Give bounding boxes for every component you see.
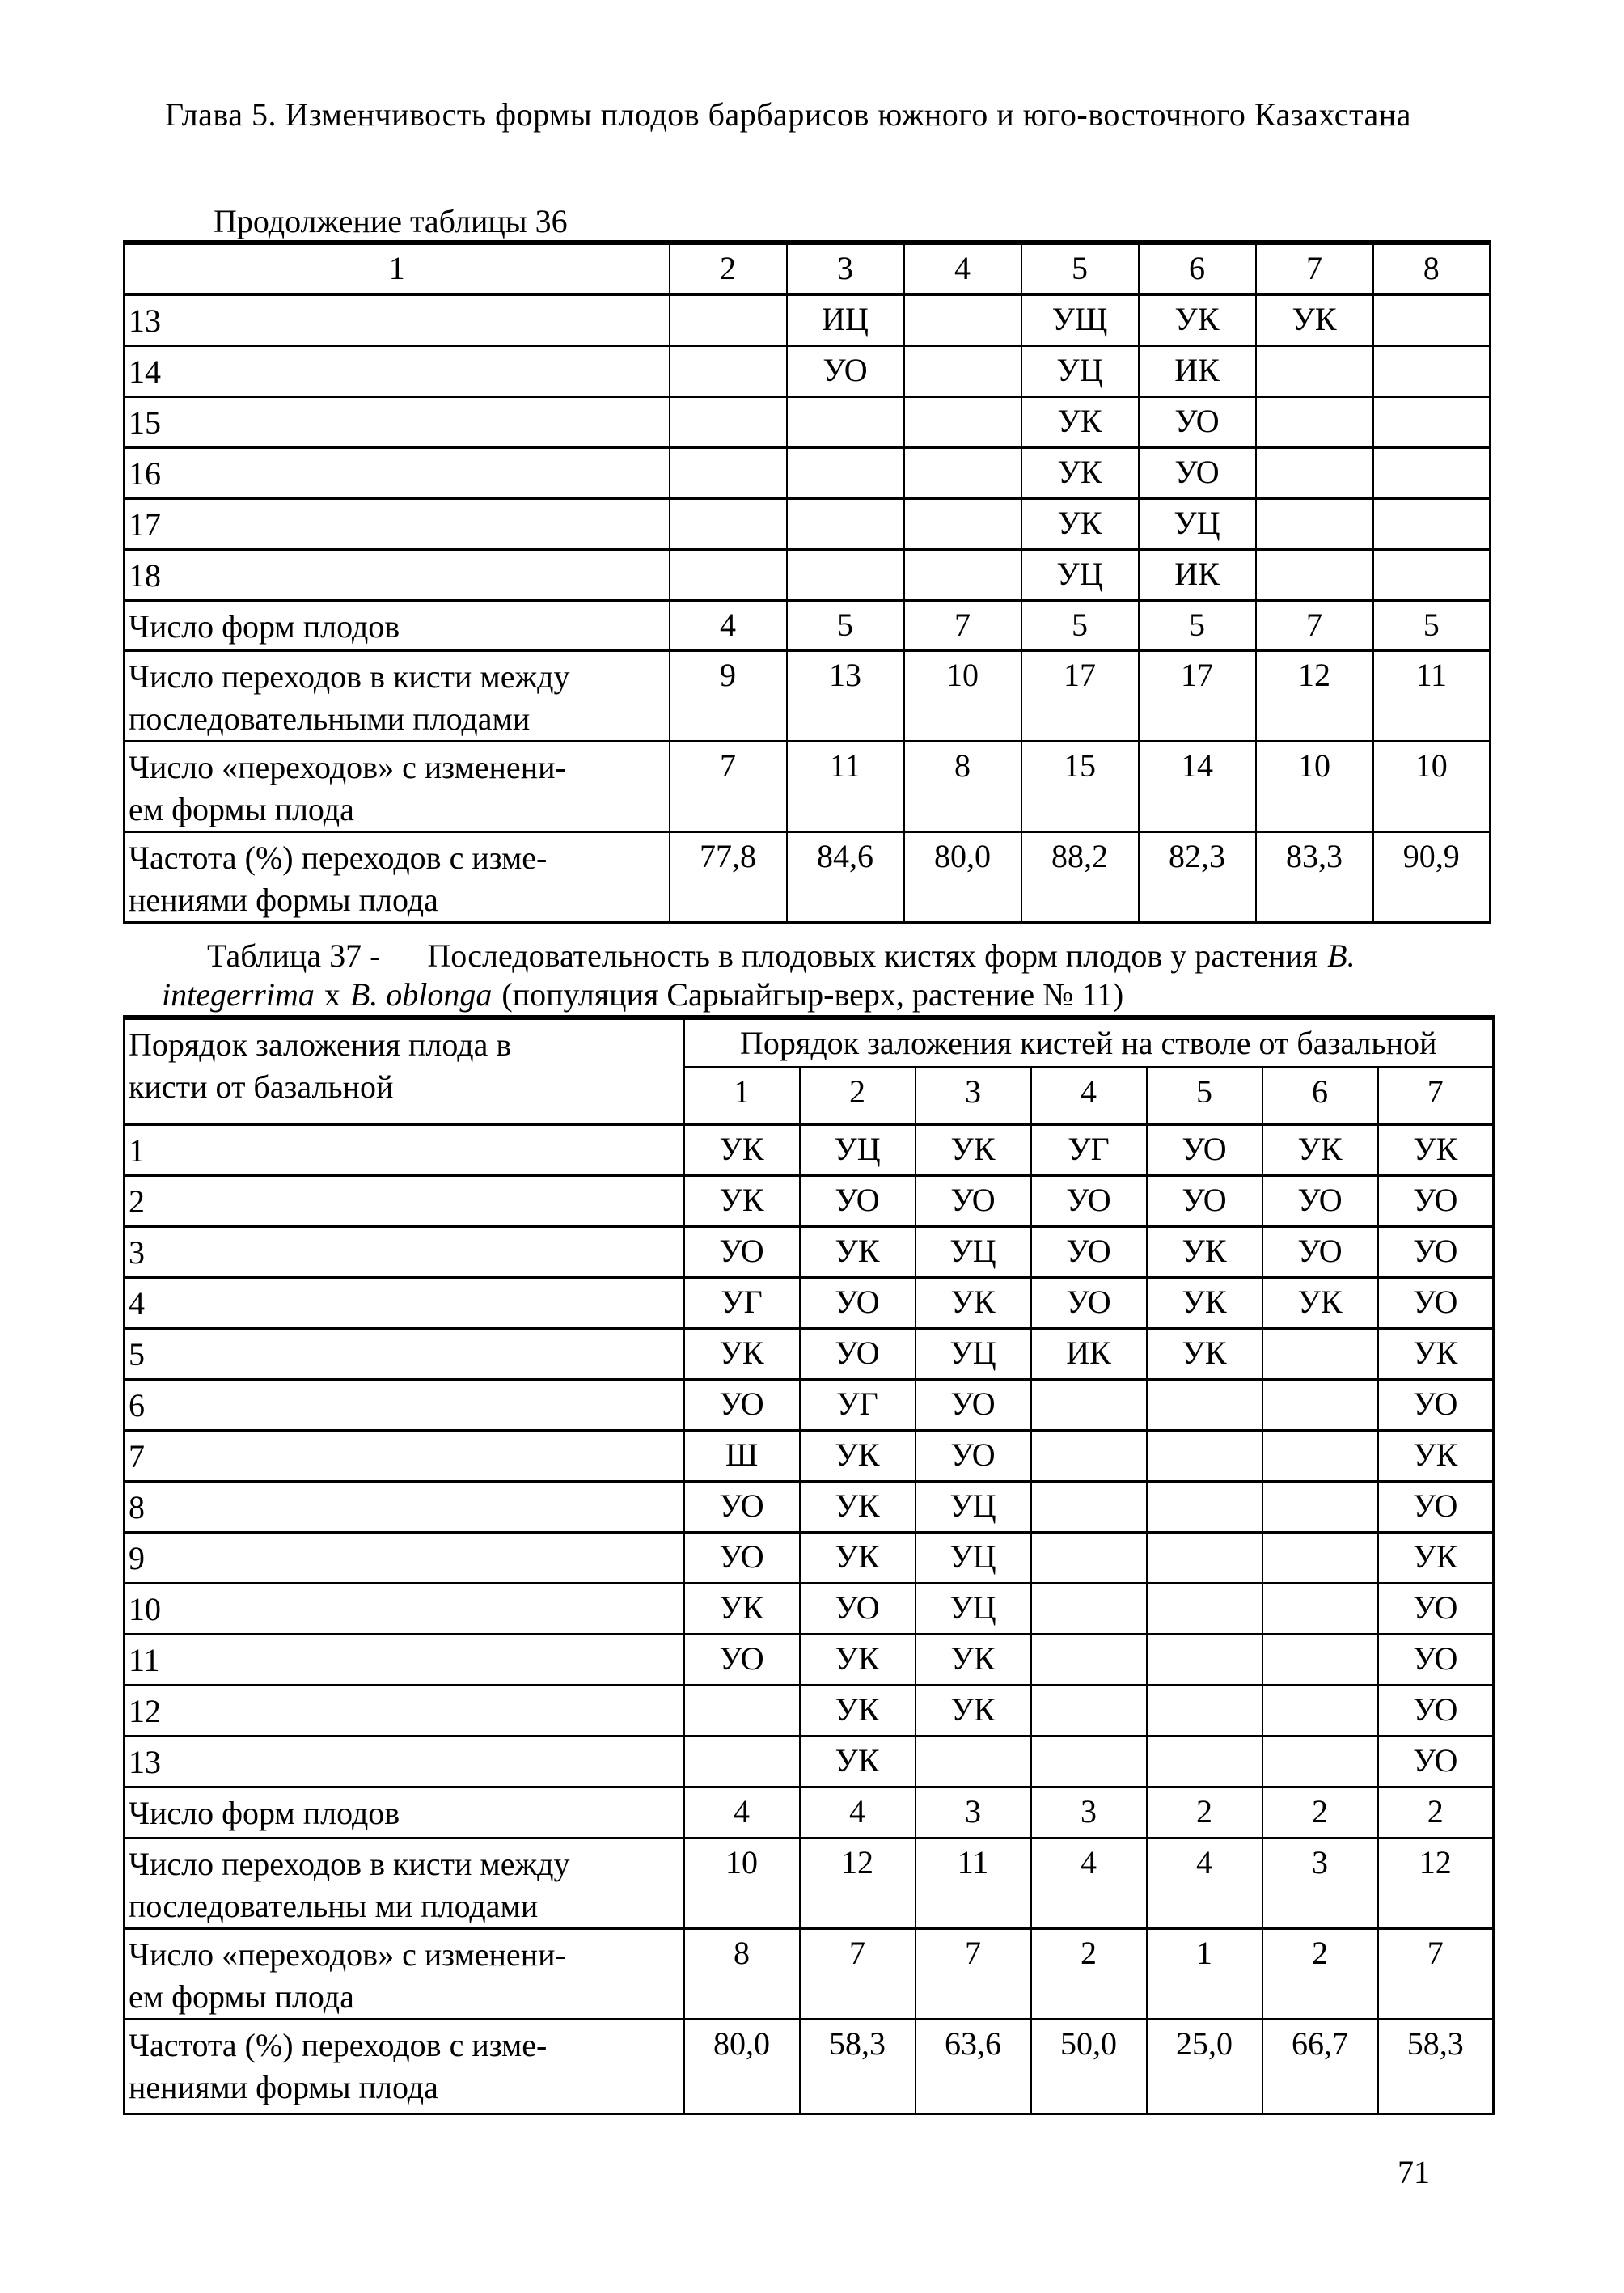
cell [1256, 345, 1373, 396]
cell: УК [916, 1634, 1031, 1685]
cell: 7 [670, 741, 787, 831]
table-row [125, 1481, 1494, 1532]
cell [1147, 1379, 1262, 1430]
summary-row [125, 650, 1491, 741]
cell: ИК [1031, 1328, 1147, 1379]
row-label: 11 [125, 1634, 684, 1685]
cell: УЦ [916, 1226, 1031, 1277]
column-header: 3 [916, 1067, 1031, 1124]
cell: УК [1021, 396, 1139, 447]
cell [1373, 498, 1491, 549]
cell: 2 [1262, 1787, 1378, 1838]
cell: УЦ [916, 1583, 1031, 1634]
cell [916, 1736, 1031, 1787]
row-label: 15 [125, 396, 670, 447]
cell: 2 [1262, 1928, 1378, 2019]
cell: ИЦ [787, 294, 904, 345]
cell: УЦ [800, 1124, 916, 1175]
table-row [125, 498, 1491, 549]
cell [1262, 1736, 1378, 1787]
cell: 4 [1147, 1838, 1262, 1928]
table-row [125, 447, 1491, 498]
cell: 17 [1021, 650, 1139, 741]
cell [1031, 1379, 1147, 1430]
cell: УК [800, 1634, 916, 1685]
cell: УО [916, 1379, 1031, 1430]
cell: 8 [684, 1928, 800, 2019]
cell: 1 [1147, 1928, 1262, 2019]
summary-row [125, 741, 1491, 831]
cell: УК [800, 1430, 916, 1481]
cell: УЩ [1021, 294, 1139, 345]
cell: 88,2 [1021, 831, 1139, 922]
cell: 84,6 [787, 831, 904, 922]
cell: УЦ [1139, 498, 1256, 549]
cell: УО [1139, 447, 1256, 498]
cell: УК [1256, 294, 1373, 345]
cell: 3 [1031, 1787, 1147, 1838]
row-label: 13 [125, 294, 670, 345]
row-label: 10 [125, 1583, 684, 1634]
summary-label: Частота (%) переходов с изме- нениями формы плода [125, 2019, 684, 2113]
cell: 17 [1139, 650, 1256, 741]
cell: УК [800, 1226, 916, 1277]
cell: УО [1031, 1277, 1147, 1328]
summary-row [125, 1928, 1494, 2019]
cell: УО [1378, 1226, 1494, 1277]
cell: УО [800, 1328, 916, 1379]
cell [1256, 549, 1373, 600]
cell [670, 498, 787, 549]
column-header: 3 [787, 243, 904, 294]
cell: УО [1378, 1277, 1494, 1328]
summary-label: Число «переходов» с изменени- ем формы плода [125, 741, 670, 831]
summary-row [125, 1787, 1494, 1838]
cell: УО [916, 1175, 1031, 1226]
cell: УО [800, 1583, 916, 1634]
cell: 58,3 [1378, 2019, 1494, 2113]
summary-row [125, 2019, 1494, 2113]
cell: 7 [1256, 600, 1373, 650]
table-row [125, 345, 1491, 396]
cell: УО [787, 345, 904, 396]
cell: 63,6 [916, 2019, 1031, 2113]
cell [670, 447, 787, 498]
cell [670, 345, 787, 396]
table-row [125, 1328, 1494, 1379]
cell [1147, 1634, 1262, 1685]
cell: УО [1378, 1685, 1494, 1736]
cell: УК [684, 1583, 800, 1634]
cell: УК [684, 1328, 800, 1379]
table-37 [123, 1015, 1495, 2115]
cell: 11 [1373, 650, 1491, 741]
cell: 7 [904, 600, 1021, 650]
column-header: 1 [684, 1067, 800, 1124]
cell: 11 [787, 741, 904, 831]
cell: УЦ [1021, 549, 1139, 600]
cell: 77,8 [670, 831, 787, 922]
cell [1031, 1685, 1147, 1736]
cell [684, 1736, 800, 1787]
cell: УО [916, 1430, 1031, 1481]
cell: УГ [800, 1379, 916, 1430]
cell: УО [1139, 396, 1256, 447]
column-header: 6 [1139, 243, 1256, 294]
cell: УЦ [1021, 345, 1139, 396]
cell: 2 [1147, 1787, 1262, 1838]
cell [1031, 1430, 1147, 1481]
cell: УК [1262, 1124, 1378, 1175]
cell [1373, 549, 1491, 600]
summary-label: Число «переходов» с изменени- ем формы плода [125, 1928, 684, 2019]
column-header: 2 [670, 243, 787, 294]
cell: УК [1378, 1124, 1494, 1175]
cell: УК [800, 1481, 916, 1532]
cell: УК [1021, 498, 1139, 549]
cell [670, 396, 787, 447]
cell: 58,3 [800, 2019, 916, 2113]
cell [670, 549, 787, 600]
cell: 7 [800, 1928, 916, 2019]
cell: УК [1378, 1532, 1494, 1583]
cell [1256, 396, 1373, 447]
row-label: 2 [125, 1175, 684, 1226]
cell: УК [1147, 1277, 1262, 1328]
column-header: 4 [1031, 1067, 1147, 1124]
cell [787, 447, 904, 498]
table-row [125, 1736, 1494, 1787]
cell [684, 1685, 800, 1736]
row-label: 8 [125, 1481, 684, 1532]
cell: 2 [1378, 1787, 1494, 1838]
cell: УО [684, 1379, 800, 1430]
cell [1262, 1583, 1378, 1634]
cell [1262, 1685, 1378, 1736]
cell: 14 [1139, 741, 1256, 831]
stub-header: Порядок заложения плода в кисти от базальной [125, 1017, 684, 1124]
cell [904, 447, 1021, 498]
cell [904, 396, 1021, 447]
row-label: 7 [125, 1430, 684, 1481]
column-header: 7 [1256, 243, 1373, 294]
cell: УО [1378, 1175, 1494, 1226]
cell: 10 [684, 1838, 800, 1928]
cell [787, 396, 904, 447]
cell [1031, 1481, 1147, 1532]
cell [1256, 447, 1373, 498]
cell: 80,0 [904, 831, 1021, 922]
cell: 4 [670, 600, 787, 650]
cell [1147, 1430, 1262, 1481]
row-label: 13 [125, 1736, 684, 1787]
cell: 66,7 [1262, 2019, 1378, 2113]
cell: УК [916, 1685, 1031, 1736]
cell: ИК [1139, 345, 1256, 396]
cell: УО [1378, 1583, 1494, 1634]
cell [1262, 1532, 1378, 1583]
cell: УК [1262, 1277, 1378, 1328]
column-header: 1 [125, 243, 670, 294]
cell: 5 [1139, 600, 1256, 650]
row-label: 6 [125, 1379, 684, 1430]
cell [1262, 1430, 1378, 1481]
cell: УЦ [916, 1481, 1031, 1532]
cell [1262, 1328, 1378, 1379]
cell: УО [1378, 1379, 1494, 1430]
table36-caption: Продолжение таблицы 36 [214, 203, 568, 239]
group-header: Порядок заложения кистей на стволе от базальной [684, 1017, 1494, 1067]
cell [1256, 498, 1373, 549]
cell: УК [1378, 1328, 1494, 1379]
cell: УК [684, 1124, 800, 1175]
column-header: 4 [904, 243, 1021, 294]
summary-row [125, 600, 1491, 650]
column-header: 2 [800, 1067, 916, 1124]
row-label: 3 [125, 1226, 684, 1277]
cell: УК [800, 1736, 916, 1787]
cell: УО [1378, 1634, 1494, 1685]
cell: УК [1021, 447, 1139, 498]
cell: Ш [684, 1430, 800, 1481]
cell: УЦ [916, 1532, 1031, 1583]
chapter-header: Глава 5. Изменчивость формы плодов барбарисов южного и юго-восточного Казахстана [165, 96, 1411, 133]
cell [1262, 1481, 1378, 1532]
cell [787, 498, 904, 549]
table-row [125, 1379, 1494, 1430]
cell: УК [1147, 1226, 1262, 1277]
cell: 90,9 [1373, 831, 1491, 922]
cell: УО [1262, 1175, 1378, 1226]
cell: 50,0 [1031, 2019, 1147, 2113]
cell: 9 [670, 650, 787, 741]
cell: 25,0 [1147, 2019, 1262, 2113]
cell: 5 [1021, 600, 1139, 650]
summary-label: Число переходов в кисти между последовательными плодами [125, 650, 670, 741]
cell: 12 [1256, 650, 1373, 741]
cell: 13 [787, 650, 904, 741]
cell: УЦ [916, 1328, 1031, 1379]
table-row [125, 1277, 1494, 1328]
row-label: 12 [125, 1685, 684, 1736]
column-header: 5 [1147, 1067, 1262, 1124]
table-row [125, 1685, 1494, 1736]
cell: УК [1378, 1430, 1494, 1481]
column-header: 8 [1373, 243, 1491, 294]
cell: УК [916, 1124, 1031, 1175]
cell: УК [800, 1685, 916, 1736]
cell: УО [1031, 1175, 1147, 1226]
table-row [125, 396, 1491, 447]
table-row [125, 1226, 1494, 1277]
table-row [125, 1430, 1494, 1481]
cell: 80,0 [684, 2019, 800, 2113]
cell [1262, 1634, 1378, 1685]
summary-row [125, 831, 1491, 922]
page-number: 71 [1398, 2154, 1430, 2190]
column-header: 7 [1378, 1067, 1494, 1124]
summary-row [125, 1838, 1494, 1928]
cell: УО [800, 1277, 916, 1328]
cell: УО [684, 1481, 800, 1532]
cell: 4 [684, 1787, 800, 1838]
cell [787, 549, 904, 600]
cell [670, 294, 787, 345]
cell [1373, 396, 1491, 447]
cell: 82,3 [1139, 831, 1256, 922]
cell [904, 294, 1021, 345]
cell: УО [1378, 1481, 1494, 1532]
cell [904, 345, 1021, 396]
cell: 10 [904, 650, 1021, 741]
table-row [125, 1583, 1494, 1634]
cell: 4 [1031, 1838, 1147, 1928]
cell [1031, 1583, 1147, 1634]
cell: 5 [787, 600, 904, 650]
table36-header-row [125, 243, 1491, 294]
cell: 5 [1373, 600, 1491, 650]
cell [904, 549, 1021, 600]
cell [1031, 1736, 1147, 1787]
table37-caption-line2: integerrima х В. oblonga (популяция Сарыайгыр-верх, растение № 11) [162, 976, 1124, 1013]
row-label: 1 [125, 1124, 684, 1175]
table37-caption-line1: Таблица 37 - Последовательность в плодовых кистях форм плодов у растения В. [207, 937, 1355, 974]
cell: 11 [916, 1838, 1031, 1928]
cell: 83,3 [1256, 831, 1373, 922]
cell: 12 [1378, 1838, 1494, 1928]
cell: 7 [916, 1928, 1031, 2019]
cell [1373, 294, 1491, 345]
table-row [125, 1532, 1494, 1583]
summary-label: Частота (%) переходов с изме- нениями формы плода [125, 831, 670, 922]
cell: УО [684, 1226, 800, 1277]
cell: 10 [1373, 741, 1491, 831]
cell: 7 [1378, 1928, 1494, 2019]
cell: УК [1139, 294, 1256, 345]
cell: УО [684, 1634, 800, 1685]
cell: УК [684, 1175, 800, 1226]
cell: 8 [904, 741, 1021, 831]
summary-label: Число переходов в кисти между последовательны ми плодами [125, 1838, 684, 1928]
cell: 3 [916, 1787, 1031, 1838]
column-header: 6 [1262, 1067, 1378, 1124]
table-row [125, 1124, 1494, 1175]
row-label: 16 [125, 447, 670, 498]
row-label: 9 [125, 1532, 684, 1583]
cell: УО [1147, 1175, 1262, 1226]
cell [1147, 1481, 1262, 1532]
table-row [125, 549, 1491, 600]
table-row [125, 1634, 1494, 1685]
cell [1147, 1685, 1262, 1736]
cell: 12 [800, 1838, 916, 1928]
cell [1373, 345, 1491, 396]
summary-label: Число форм плодов [125, 600, 670, 650]
cell [1147, 1736, 1262, 1787]
cell: УК [1147, 1328, 1262, 1379]
cell: 3 [1262, 1838, 1378, 1928]
summary-label: Число форм плодов [125, 1787, 684, 1838]
cell [1031, 1634, 1147, 1685]
row-label: 4 [125, 1277, 684, 1328]
cell [1147, 1583, 1262, 1634]
cell [1262, 1379, 1378, 1430]
cell [1373, 447, 1491, 498]
row-label: 5 [125, 1328, 684, 1379]
cell: УК [916, 1277, 1031, 1328]
cell: УО [1031, 1226, 1147, 1277]
column-header: 5 [1021, 243, 1139, 294]
cell: 2 [1031, 1928, 1147, 2019]
table37-header-row-1 [125, 1017, 1494, 1067]
table-row [125, 294, 1491, 345]
cell: УК [800, 1532, 916, 1583]
cell: 15 [1021, 741, 1139, 831]
cell [1147, 1532, 1262, 1583]
cell: УО [1262, 1226, 1378, 1277]
cell: ИК [1139, 549, 1256, 600]
row-label: 17 [125, 498, 670, 549]
cell: УО [1378, 1736, 1494, 1787]
cell: УГ [1031, 1124, 1147, 1175]
cell: 4 [800, 1787, 916, 1838]
table-row [125, 1175, 1494, 1226]
cell [904, 498, 1021, 549]
row-label: 18 [125, 549, 670, 600]
table-36 [123, 240, 1491, 924]
cell: УО [1147, 1124, 1262, 1175]
row-label: 14 [125, 345, 670, 396]
cell: УО [800, 1175, 916, 1226]
cell: УГ [684, 1277, 800, 1328]
cell [1031, 1532, 1147, 1583]
cell: УО [684, 1532, 800, 1583]
cell: 10 [1256, 741, 1373, 831]
